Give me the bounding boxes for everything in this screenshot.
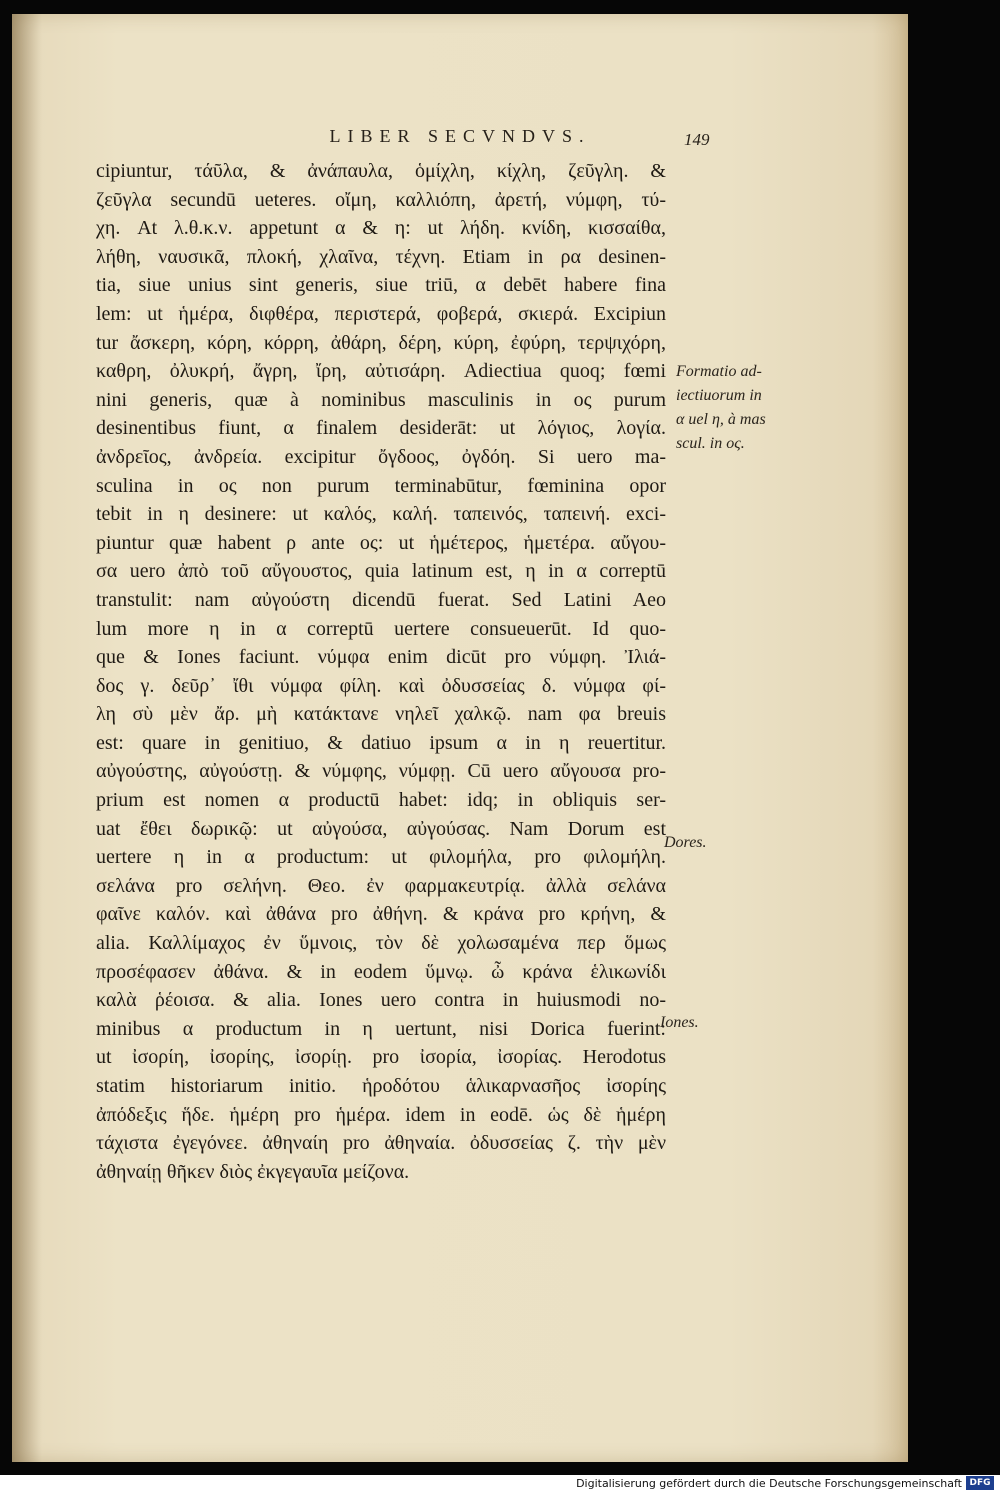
- text-line: προσέφασεν ἀθάνα. & in eodem ὕμνῳ. ὦ κράνα ἑλικωνίδι: [96, 960, 666, 983]
- gutter-shadow: [12, 14, 42, 1462]
- text-line: καθρη, ὀλυκρή, ἄγρη, ἴρη, αὐτισάρη. Adiectiua quoq; fœmi: [96, 360, 666, 383]
- text-line: ἀπόδεξις ἥδε. ἡμέρη pro ἡμέρα. idem in eodē. ὡς δὲ ἡμέρη: [96, 1103, 666, 1126]
- text-line: sculina in ος non purum terminabūtur, fœminina opor: [96, 474, 666, 497]
- text-line: nini generis, quæ à nominibus masculinis in ος purum: [96, 388, 666, 411]
- text-line: minibus α productum in η uertunt, nisi Dorica fuerint:: [96, 1017, 666, 1040]
- text-line: δος γ. δεῦρ᾽ ἴθι νύμφα φίλη. καὶ ὀδυσσείας δ. νύμφα φί-: [96, 674, 666, 697]
- marginal-note-line: Formatio ad-: [676, 363, 762, 380]
- text-line: τάχιστα ἐγεγόνεε. ἀθηναίη pro ἀθηναία. ὀδυσσείας ζ. τὴν μὲν: [96, 1132, 666, 1155]
- text-line: est: quare in genitiuo, & datiuo ipsum α in η reuertitur.: [96, 731, 666, 754]
- text-line: λη σὺ μὲν ἄρ. μὴ κατάκτανε νηλεῖ χαλκῷ. nam φα breuis: [96, 703, 666, 726]
- marginal-note-dores: Dores.: [664, 834, 707, 851]
- text-line: ἀθηναίῃ θῆκεν διὸς ἐκγεγαυῖα μείζονα.: [96, 1160, 410, 1183]
- text-line: uertere η in α productum: ut φιλομήλα, pro φιλομήλη.: [96, 846, 666, 869]
- text-line: tur ἄσκερη, κόρη, κόρρη, ἀθάρη, δέρη, κύρη, ἐφύρη, τερψιχόρη,: [96, 331, 666, 354]
- text-line: σελάνα pro σελήνη. Θεο. ἐν φαρμακευτρίᾳ. ἀλλὰ σελάνα: [96, 874, 666, 897]
- text-line: piuntur quæ habent ρ ante ος: ut ἡμέτερος, ἡμετέρα. αὔγου-: [96, 531, 666, 554]
- text-line: καλὰ ῥέοισα. & alia. Iones uero contra in huiusmodi no-: [96, 989, 666, 1012]
- text-line: ζεῦγλα secundū ueteres. οἴμη, καλλιόπη, ἀρετή, νύμφη, τύ-: [96, 188, 666, 211]
- marginal-note-line: α uel η, à mas: [676, 411, 766, 428]
- text-line: αὐγούστης, αὐγούστῃ. & νύμφης, νύμφῃ. Cū uero αὔγουσα pro-: [96, 760, 666, 783]
- text-line: alia. Καλλίμαχος ἐν ὕμνοις, τὸν δὲ χολωσαμένα περ ὅμως: [96, 932, 666, 955]
- book-page: [12, 14, 908, 1462]
- page-number: 149: [684, 130, 710, 149]
- text-line: φαῖνε καλόν. καὶ ἀθάνα pro ἀθήνη. & κράνα pro κρήνη, &: [96, 903, 666, 926]
- text-line: ἀνδρεῖος, ἀνδρεία. excipitur ὄγδοος, ὀγδόη. Si uero ma-: [96, 445, 666, 468]
- text-line: lem: ut ἡμέρα, διφθέρα, περιστερά, φοβερά, σκιερά. Excipiun: [96, 302, 666, 325]
- text-line: σα uero ἀπὸ τοῦ αὔγουστος, quia latinum est, η in α correptū: [96, 560, 666, 583]
- running-head: LIBER SECVNDVS.: [329, 126, 591, 146]
- text-line: λήθη, ναυσικᾶ, πλοκή, χλαῖνα, τέχνη. Etiam in ρα desinen-: [96, 245, 666, 268]
- text-line: tia, siue unius sint generis, siue triū, α debēt habere fina: [96, 274, 666, 297]
- text-line: prium est nomen α productū habet: idq; in obliquis ser-: [96, 789, 666, 812]
- text-line: statim historiarum initio. ἡροδότου ἁλικαρνασῆος ἰσορίης: [96, 1075, 666, 1097]
- text-line: transtulit: nam αὐγούστη dicendū fuerat. Sed Latini Aeo: [96, 588, 666, 611]
- marginal-note-iones: Iones.: [660, 1014, 699, 1031]
- marginal-note-line: iectiuorum in: [676, 387, 762, 404]
- text-line: ut ἰσορίη, ἰσορίης, ἰσορίῃ. pro ἰσορία, ἰσορίας. Herodotus: [96, 1046, 666, 1069]
- body-text: [96, 157, 666, 1186]
- marginal-note-line: scul. in ος.: [676, 435, 745, 452]
- text-line: uat ἔθει δωρικῷ: ut αὐγούσα, αὐγούσας. Nam Dorum est: [96, 817, 666, 840]
- text-line: desinentibus fiunt, α finalem desiderāt: ut λόγιος, λογία.: [96, 417, 666, 440]
- text-line: χη. At λ.θ.κ.ν. appetunt α & η: ut λήδη. κνίδη, κισσαίθα,: [96, 217, 666, 240]
- text-line: lum more η in α correptū uertere consueuerūt. Id quo-: [96, 617, 666, 640]
- footer-bar: [0, 1475, 1000, 1493]
- text-line: cipiuntur, τάῦλα, & ἀνάπαυλα, ὁμίχλη, κίχλη, ζεῦγλη. &: [96, 160, 666, 182]
- funding-credit: Digitalisierung gefördert durch die Deutsche Forschungsgemeinschaft: [576, 1477, 962, 1490]
- text-line: que & Iones faciunt. νύμφα enim dicūt pro νύμφη. Ἰλιά-: [96, 646, 666, 669]
- dfg-logo: DFG: [966, 1476, 994, 1490]
- text-line: tebit in η desinere: ut καλός, καλή. ταπεινός, ταπεινή. exci-: [96, 503, 666, 526]
